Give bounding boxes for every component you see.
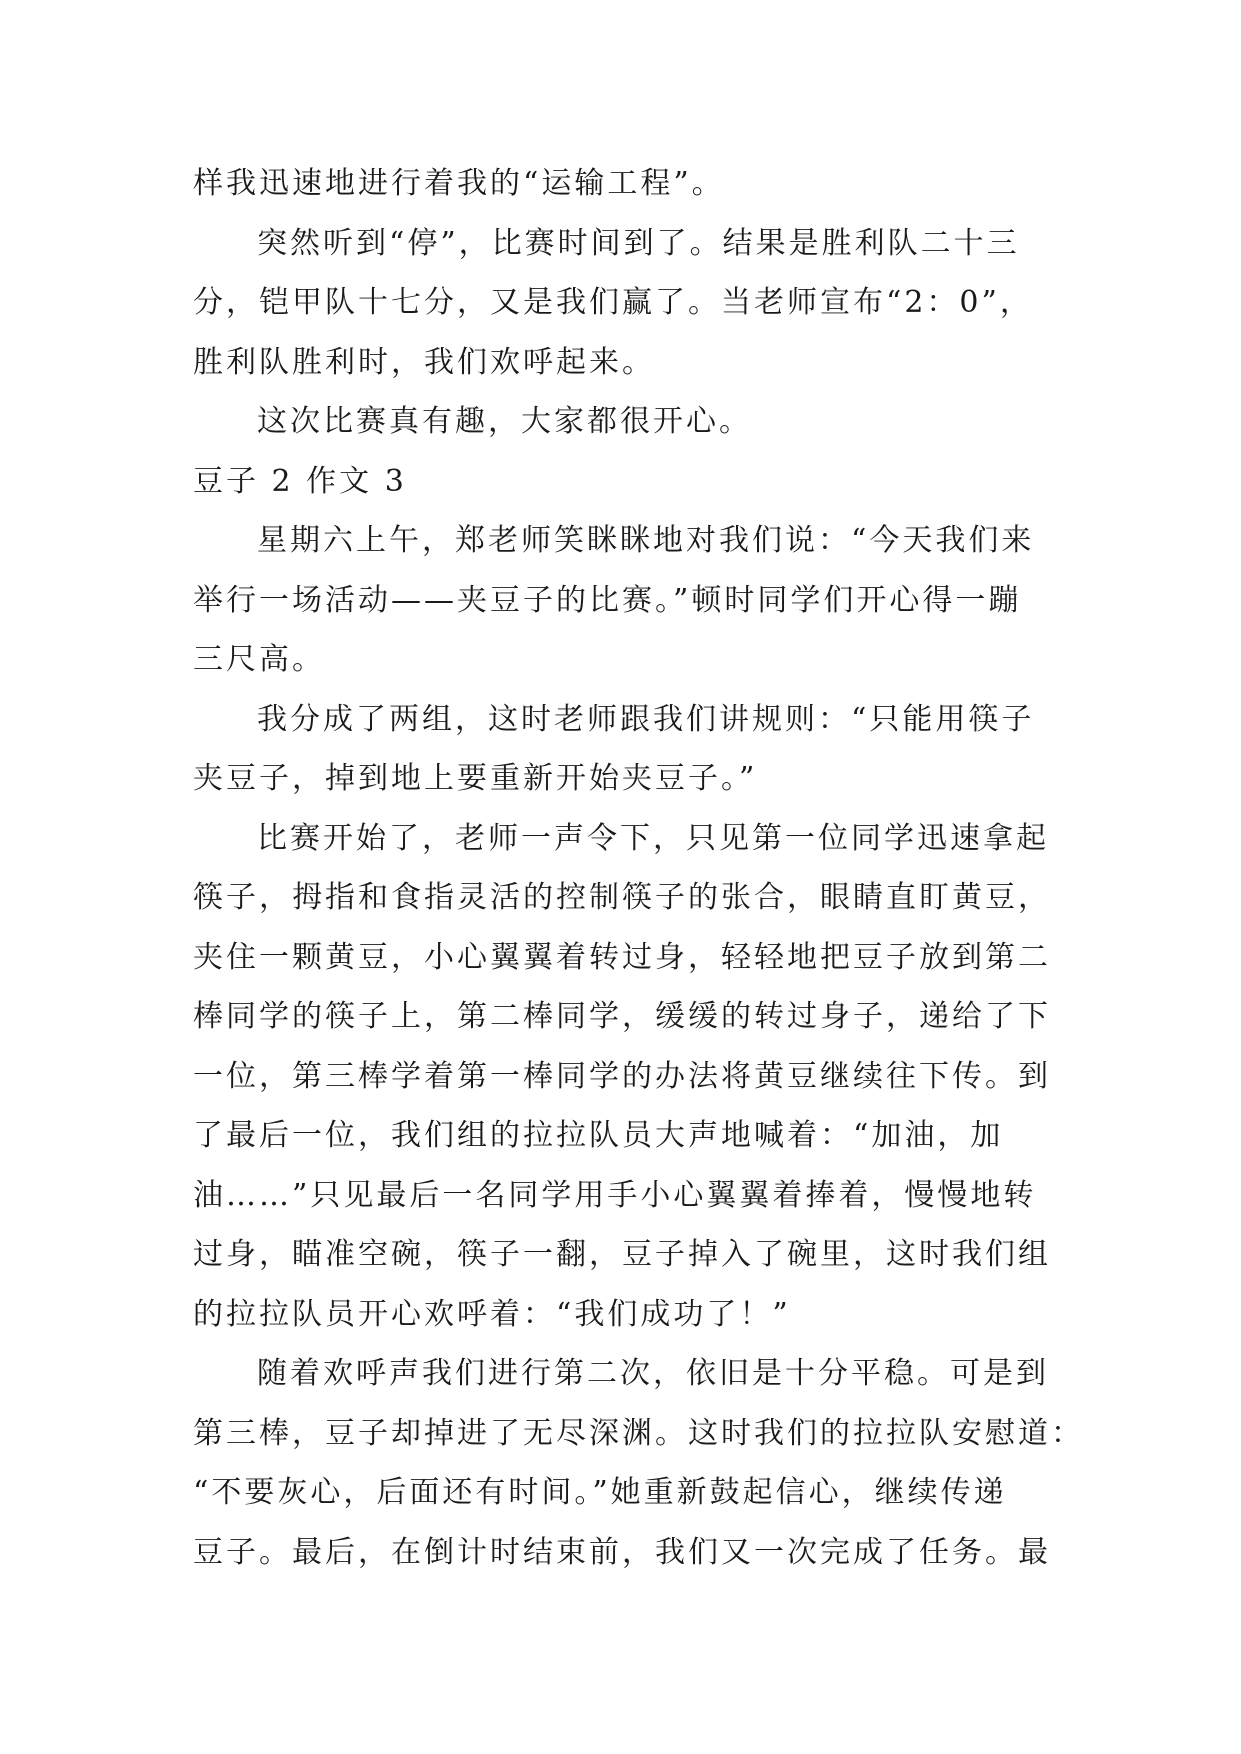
text-line-8: 举行一场活动——夹豆子的比赛。”顿时同学们开心得一蹦 xyxy=(193,582,1022,618)
text-line-13: 筷子，拇指和食指灵活的控制筷子的张合，眼睛直盯黄豆， xyxy=(193,880,1051,915)
text-line-4: 胜利队胜利时，我们欢呼起来。 xyxy=(193,344,655,380)
text-line-11: 夹豆子，掉到地上要重新开始夹豆子。” xyxy=(193,761,758,796)
text-line-14: 夹住一颗黄豆，小心翼翼着转过身，轻轻地把豆子放到第二 xyxy=(193,939,1051,975)
text-line-2: 突然听到“停”，比赛时间到了。结果是胜利队二十三 xyxy=(257,225,1020,261)
text-line-10: 我分成了两组，这时老师跟我们讲规则：“只能用筷子 xyxy=(257,701,1035,737)
text-line-23: “不要灰心，后面还有时间。”她重新鼓起信心，继续传递 xyxy=(193,1475,1007,1510)
document-body xyxy=(193,154,1084,1582)
text-line-12: 比赛开始了，老师一声令下，只见第一位同学迅速拿起 xyxy=(257,820,1049,856)
text-line-19: 过身，瞄准空碗，筷子一翻，豆子掉入了碗里，这时我们组 xyxy=(193,1237,1051,1272)
section-heading: 豆子 2 作文 3 xyxy=(193,463,407,499)
text-line-22: 第三棒，豆子却掉进了无尽深渊。这时我们的拉拉队安慰道： xyxy=(193,1415,1084,1451)
text-line-1: 样我迅速地进行着我的“运输工程”。 xyxy=(193,166,725,201)
text-line-5: 这次比赛真有趣，大家都很开心。 xyxy=(257,404,752,439)
text-line-7: 星期六上午，郑老师笑眯眯地对我们说：“今天我们来 xyxy=(257,523,1035,558)
text-line-17: 了最后一位，我们组的拉拉队员大声地喊着：“加油，加 xyxy=(193,1118,1004,1153)
text-line-18: 油……”只见最后一名同学用手小心翼翼着捧着，慢慢地转 xyxy=(193,1177,1037,1213)
text-line-16: 一位，第三棒学着第一棒同学的办法将黄豆继续往下传。到 xyxy=(193,1058,1051,1094)
text-line-21: 随着欢呼声我们进行第二次，依旧是十分平稳。可是到 xyxy=(257,1356,1049,1391)
text-line-24: 豆子。最后，在倒计时结束前，我们又一次完成了任务。最 xyxy=(193,1534,1051,1570)
text-line-15: 棒同学的筷子上，第二棒同学，缓缓的转过身子，递给了下 xyxy=(193,999,1051,1034)
text-line-20: 的拉拉队员开心欢呼着：“我们成功了！” xyxy=(193,1296,791,1332)
text-line-3: 分，铠甲队十七分，又是我们赢了。当老师宣布“2：0”， xyxy=(193,285,1033,320)
text-line-9: 三尺高。 xyxy=(193,642,325,677)
